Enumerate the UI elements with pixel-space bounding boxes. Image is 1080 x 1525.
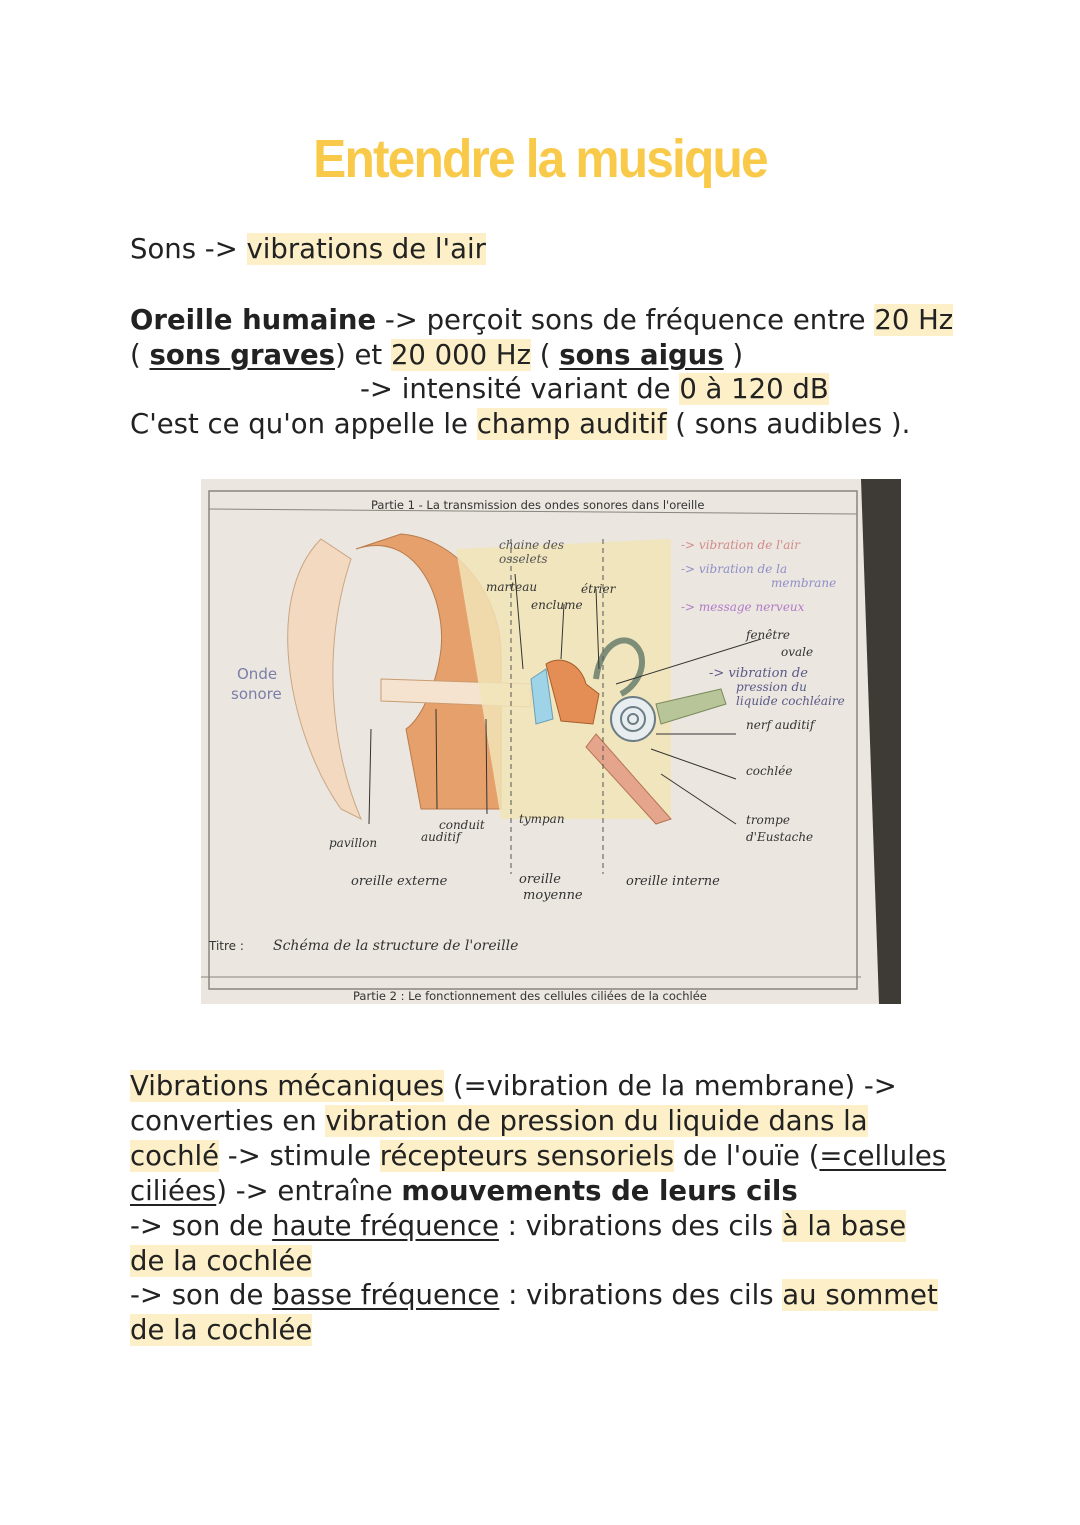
label-titre: Titre : (209, 939, 244, 953)
text: : vibrations des cils (499, 1279, 783, 1311)
line-sons (130, 232, 486, 267)
text: -> son de (130, 1210, 273, 1242)
highlight: 20 000 Hz (390, 339, 532, 371)
text: ( (531, 339, 560, 371)
label-pavillon: pavillon (329, 836, 378, 850)
text: ) (723, 339, 744, 371)
label-auditif: auditif (421, 830, 461, 844)
ear-diagram-photo (201, 479, 901, 1004)
para-line-8 (130, 1313, 312, 1348)
label-tympan: tympan (519, 812, 565, 826)
highlight: récepteurs sensoriels (379, 1140, 675, 1172)
label-enclume: enclume (531, 598, 583, 612)
highlight: de la cochlée (130, 1245, 313, 1277)
text: converties en (130, 1105, 326, 1137)
para-line-7 (130, 1278, 938, 1313)
label-marteau: marteau (486, 580, 538, 594)
label-osselets: osselets (499, 552, 548, 566)
label-liquide-cochleaire: liquide cochléaire (736, 694, 845, 708)
para-line-1 (130, 1069, 897, 1104)
figure-title: Schéma de la structure de l'oreille (273, 938, 519, 954)
line-intensite (360, 372, 829, 407)
label-oreille-interne: oreille interne (626, 874, 720, 889)
underlined-term: haute fréquence (272, 1210, 499, 1242)
label-eustache: d'Eustache (746, 830, 814, 844)
highlight: au sommet (782, 1279, 938, 1311)
text: ) et (335, 339, 391, 371)
line-champ-auditif (130, 407, 910, 442)
label-cochlee: cochlée (746, 764, 793, 778)
text: (=vibration de la membrane) -> (444, 1070, 897, 1102)
para-line-2 (130, 1104, 868, 1139)
underlined-term: basse fréquence (272, 1279, 500, 1311)
highlight: à la base (781, 1210, 907, 1242)
label-sonore: sonore (231, 685, 282, 703)
highlight: vibrations de l'air (246, 233, 486, 265)
text: ) -> entraîne (216, 1175, 402, 1207)
label-trompe: trompe (746, 813, 790, 827)
label-fenetre: fenêtre (746, 628, 791, 642)
para-line-5 (130, 1209, 906, 1244)
label-conduit: conduit (439, 818, 485, 832)
text: ( sons audibles ). (666, 408, 911, 440)
line-sons-graves (130, 338, 743, 373)
highlight: 0 à 120 dB (679, 373, 829, 405)
label-ovale: ovale (781, 645, 814, 659)
label-pression-du: pression du (736, 680, 807, 694)
underlined-term: =cellules (819, 1140, 947, 1172)
underlined-term: sons aigus (559, 339, 724, 371)
highlight: Vibrations mécaniques (130, 1070, 445, 1102)
label-oreille-externe: oreille externe (351, 874, 448, 889)
text: -> perçoit sons de fréquence entre (376, 304, 875, 336)
label-oreille-moyenne-2: moyenne (523, 888, 583, 903)
highlight: cochlé (130, 1140, 220, 1172)
label-chaine: chaine des (499, 538, 565, 552)
label-etrier: étrier (581, 582, 616, 596)
label-onde: Onde (237, 665, 278, 683)
para-line-3 (130, 1139, 946, 1174)
label-vibration-pression: -> vibration de (709, 666, 808, 681)
bold-term: mouvements de leurs cils (401, 1175, 798, 1207)
label-message-nerveux: -> message nerveux (681, 600, 805, 614)
text: -> stimule (219, 1140, 380, 1172)
text: C'est ce qu'on appelle le (130, 408, 477, 440)
line-oreille-humaine (130, 303, 953, 338)
text: -> son de (130, 1279, 273, 1311)
text: : vibrations des cils (498, 1210, 782, 1242)
underlined-term: ciliées (130, 1175, 217, 1207)
figure-header: Partie 1 - La transmission des ondes sonores dans l'oreille (371, 498, 705, 512)
label-nerf-auditif: nerf auditif (746, 718, 815, 732)
highlight: 20 Hz (874, 304, 954, 336)
text: ( (130, 339, 150, 371)
label-membrane: membrane (771, 576, 837, 590)
para-line-6 (130, 1244, 312, 1279)
para-line-4 (130, 1174, 798, 1209)
highlight: champ auditif (476, 408, 667, 440)
figure-partie-2: Partie 2 : Le fonctionnement des cellules ciliées de la cochlée (353, 989, 707, 1003)
text: Sons -> (130, 233, 247, 265)
label-oreille-moyenne-1: oreille (519, 872, 561, 887)
highlight: vibration de pression du liquide dans la (325, 1105, 868, 1137)
text: de l'ouïe ( (674, 1140, 820, 1172)
bold-term: Oreille humaine (130, 304, 377, 336)
text: -> intensité variant de (360, 373, 680, 405)
label-vibration-membrane: -> vibration de la (681, 562, 788, 576)
page-title: Entendre la musique (313, 129, 767, 189)
label-vibration-air: -> vibration de l'air (681, 538, 801, 552)
highlight: de la cochlée (130, 1314, 313, 1346)
underlined-term: sons graves (149, 339, 336, 371)
